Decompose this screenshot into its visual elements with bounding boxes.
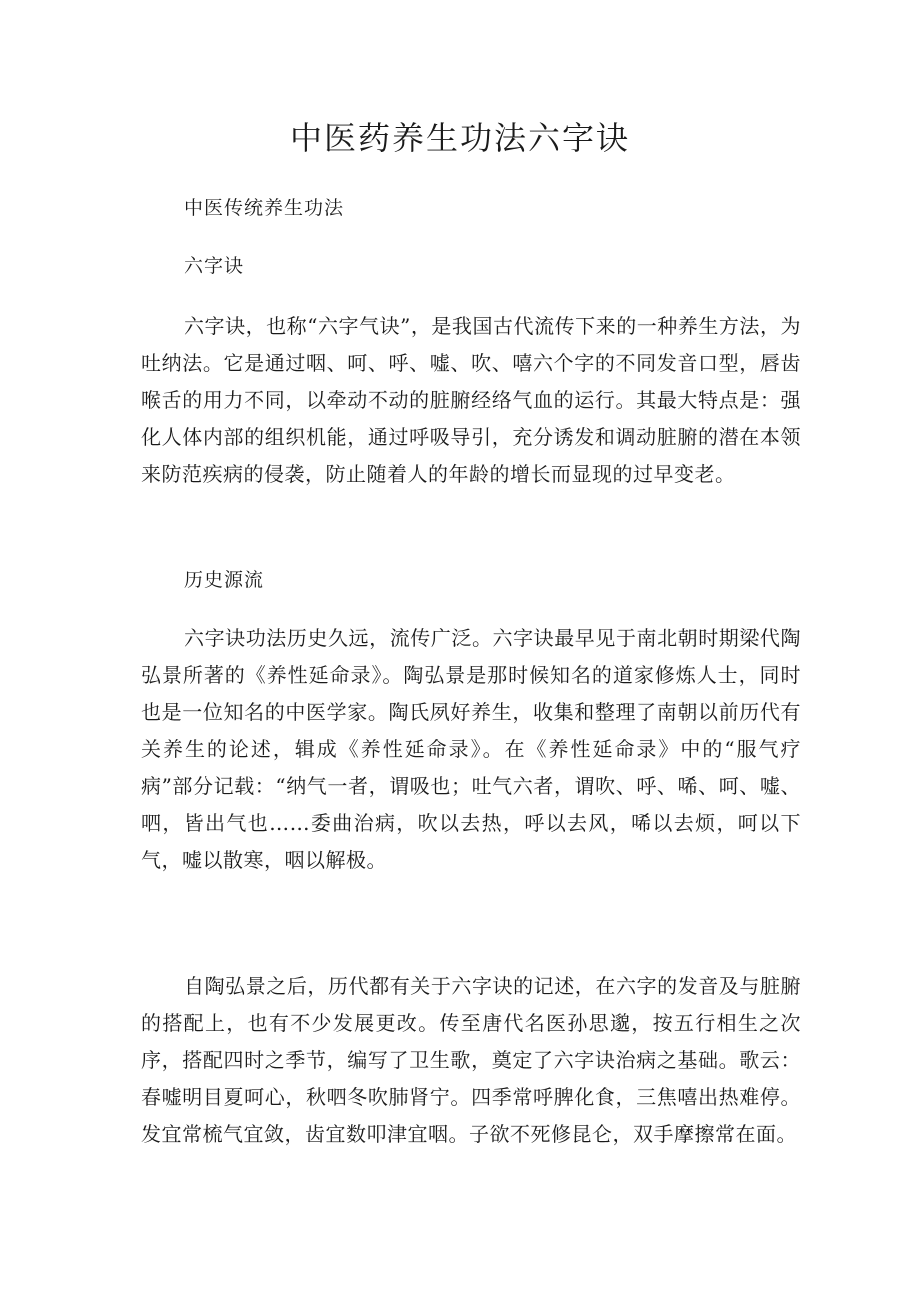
section-heading-tcm-exercises: 中医传统养生功法 xyxy=(184,197,345,219)
paragraph-introduction: 六字诀，也称“六字气诀”，是我国古代流传下来的一种养生方法，为吐纳法。它是通过咽、呵、呼、嘘、吹、嘻六个字的不同发音口型，唇齿喉舌的用力不同，以牵动不动的脏腑经络气血的运行。其最大特点是：强化人体内部的组织机能，通过呼吸导引，充分诱发和调动脏腑的潜在本领来防范疾病的侵袭，防止随着人的年龄的增长而显现的过早变老。 xyxy=(141,314,801,486)
section-heading-history: 历史源流 xyxy=(184,569,265,591)
document-title: 中医药养生功法六字诀 xyxy=(289,119,630,157)
paragraph-later-development: 自陶弘景之后，历代都有关于六字诀的记述，在六字的发音及与脏腑的搭配上，也有不少发展更改。传至唐代名医孙思邈，按五行相生之次序，搭配四时之季节，编写了卫生歌，奠定了六字诀治病之基础。歌云：春嘘明目夏呵心，秋呬冬吹肺肾宁。四季常呼脾化食，三焦嘻出热难停。发宜常梳气宜敛，齿宜数叩津宜咽。子欲不死修昆仑，双手摩擦常在面。 xyxy=(141,974,801,1146)
paragraph-history: 六字诀功法历史久远，流传广泛。六字诀最早见于南北朝时期梁代陶弘景所著的《养性延命录》。陶弘景是那时候知名的道家修炼人士，同时也是一位知名的中医学家。陶氏夙好养生，收集和整理了南朝以前历代有关养生的论述，辑成《养性延命录》。在《养性延命录》中的“服气疗病”部分记载：“纳气一者，谓吸也；吐气六者，谓吹、呼、唏、呵、嘘、呬，皆出气也……委曲治病，吹以去热，呼以去风，唏以去烦，呵以下气，嘘以散寒，咽以解极。 xyxy=(141,626,801,872)
section-heading-six-syllables: 六字诀 xyxy=(184,255,245,277)
